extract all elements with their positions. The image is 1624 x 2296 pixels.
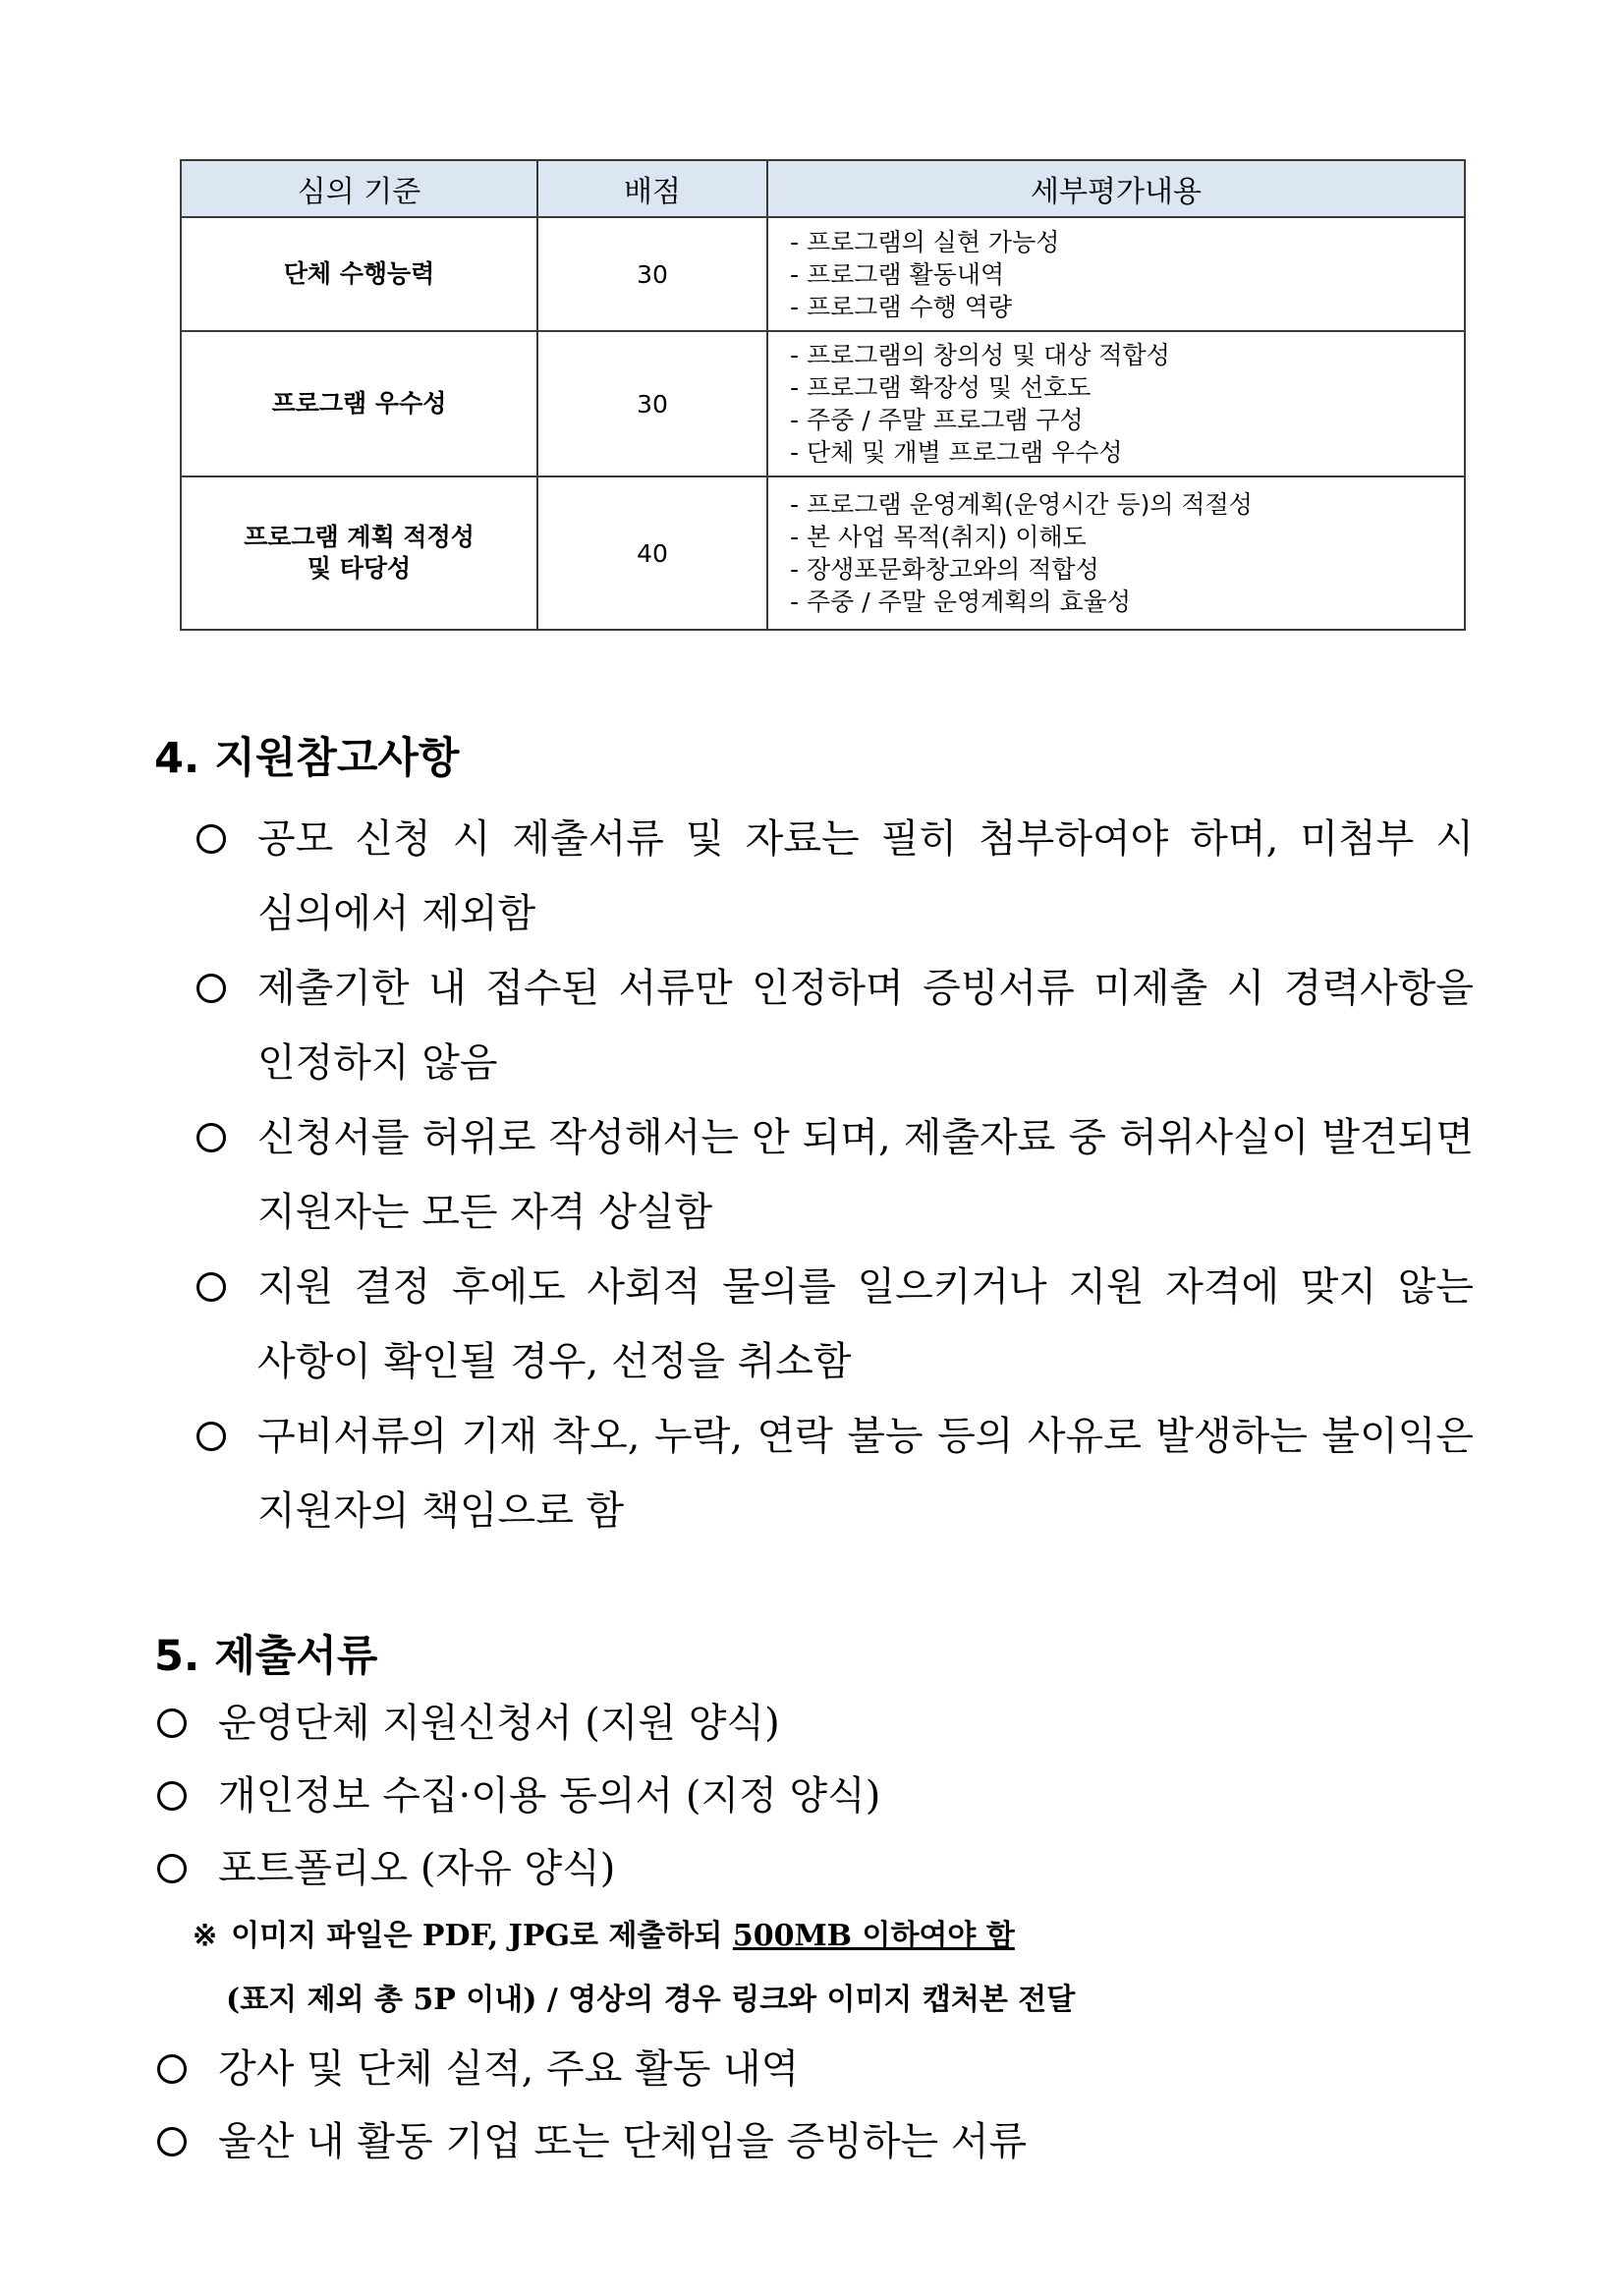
criteria-cell [181,476,537,630]
detail-item: - 주중 / 주말 프로그램 구성 [790,404,1452,436]
criteria-cell: 프로그램 우수성 [181,331,537,476]
table-row [181,217,1465,331]
criteria-line: 및 타당성 [307,554,412,583]
section-5-title: 5. 제출서류 [154,1632,378,1681]
circle-bullet-icon [157,1832,196,1905]
circle-bullet-icon [157,1760,196,1832]
detail-item: - 프로그램 활동내역 [790,258,1452,291]
table-row [181,476,1465,630]
circle-bullet-icon [196,1100,236,1175]
list-item [157,1687,1474,1760]
detail-item: - 프로그램 확장성 및 선호도 [790,371,1452,404]
list-item-text: 포트폴리오 (자유 양식) [218,1846,616,1891]
table-header-row [181,160,1465,217]
detail-item: - 프로그램의 창의성 및 대상 적합성 [790,339,1452,371]
detail-item: - 프로그램 운영계획(운영시간 등)의 적절성 [790,488,1452,521]
circle-bullet-icon [196,1399,236,1474]
score-cell: 40 [537,476,767,630]
circle-bullet-icon [157,2033,196,2105]
header-details: 세부평가내용 [767,160,1465,217]
list-item [157,1832,1474,1905]
note-underlined-text: 500MB 이하여야 함 [732,1919,1015,1953]
details-cell [767,476,1465,630]
detail-item: - 본 사업 목적(취지) 이해도 [790,521,1452,553]
list-item-text: 구비서류의 기재 착오, 누락, 연락 불능 등의 사유로 발생하는 불이익은 지원자의 책임으로 함 [257,1414,1474,1534]
detail-item: - 프로그램의 실현 가능성 [790,226,1452,258]
list-item [196,802,1474,951]
details-cell [767,217,1465,331]
portfolio-note-line2: (표지 제외 총 5P 이내) / 영상의 경우 링크와 이미지 캡처본 전달 [226,1983,1076,2017]
score-cell: 30 [537,217,767,331]
list-item-text: 운영단체 지원신청서 (지원 양식) [218,1701,780,1746]
evaluation-criteria-table [180,159,1466,631]
detail-item: - 주중 / 주말 운영계획의 효율성 [790,586,1452,618]
list-item [196,1399,1474,1548]
list-item [196,1250,1474,1399]
list-item-text: 제출기한 내 접수된 서류만 인정하며 증빙서류 미제출 시 경력사항을 인정하지 않음 [257,966,1474,1086]
list-item-text: 강사 및 단체 실적, 주요 활동 내역 [218,2046,800,2092]
list-item [196,1100,1474,1250]
section-5-list [157,1687,1474,2178]
details-cell [767,331,1465,476]
header-score: 배점 [537,160,767,217]
note-text: 이미지 파일은 PDF, JPG로 제출하되 [231,1919,733,1953]
list-item-text: 울산 내 활동 기업 또는 단체임을 증빙하는 서류 [218,2119,1028,2164]
circle-bullet-icon [157,2105,196,2178]
list-item-text: 지원 결정 후에도 사회적 물의를 일으키거나 지원 자격에 맞지 않는 사항이 확인될 경우, 선정을 취소함 [257,1264,1474,1384]
list-item [157,1760,1474,1832]
table-row [181,331,1465,476]
list-item [157,2033,1474,2105]
list-item [196,951,1474,1100]
section-4-list [196,802,1474,1548]
criteria-cell: 단체 수행능력 [181,217,537,331]
header-criteria: 심의 기준 [181,160,537,217]
list-item-text: 공모 신청 시 제출서류 및 자료는 필히 첨부하여야 하며, 미첨부 시 심의에서 제외함 [257,816,1474,936]
section-4-title: 4. 지원참고사항 [154,734,460,783]
detail-item: - 프로그램 수행 역량 [790,291,1452,323]
portfolio-note [157,1905,1474,1968]
list-item [157,2105,1474,2178]
score-cell: 30 [537,331,767,476]
detail-item: - 장생포문화창고와의 적합성 [790,553,1452,586]
circle-bullet-icon [196,802,236,876]
reference-mark: ※ [193,1919,218,1953]
circle-bullet-icon [196,951,236,1026]
list-item-text: 신청서를 허위로 작성해서는 안 되며, 제출자료 중 허위사실이 발견되면 지원자는 모든 자격 상실함 [257,1115,1474,1235]
circle-bullet-icon [196,1250,236,1324]
criteria-line: 프로그램 계획 적정성 [244,523,475,551]
circle-bullet-icon [157,1687,196,1760]
detail-item: - 단체 및 개별 프로그램 우수성 [790,436,1452,469]
list-item-text: 개인정보 수집·이용 동의서 (지정 양식) [218,1773,881,1819]
